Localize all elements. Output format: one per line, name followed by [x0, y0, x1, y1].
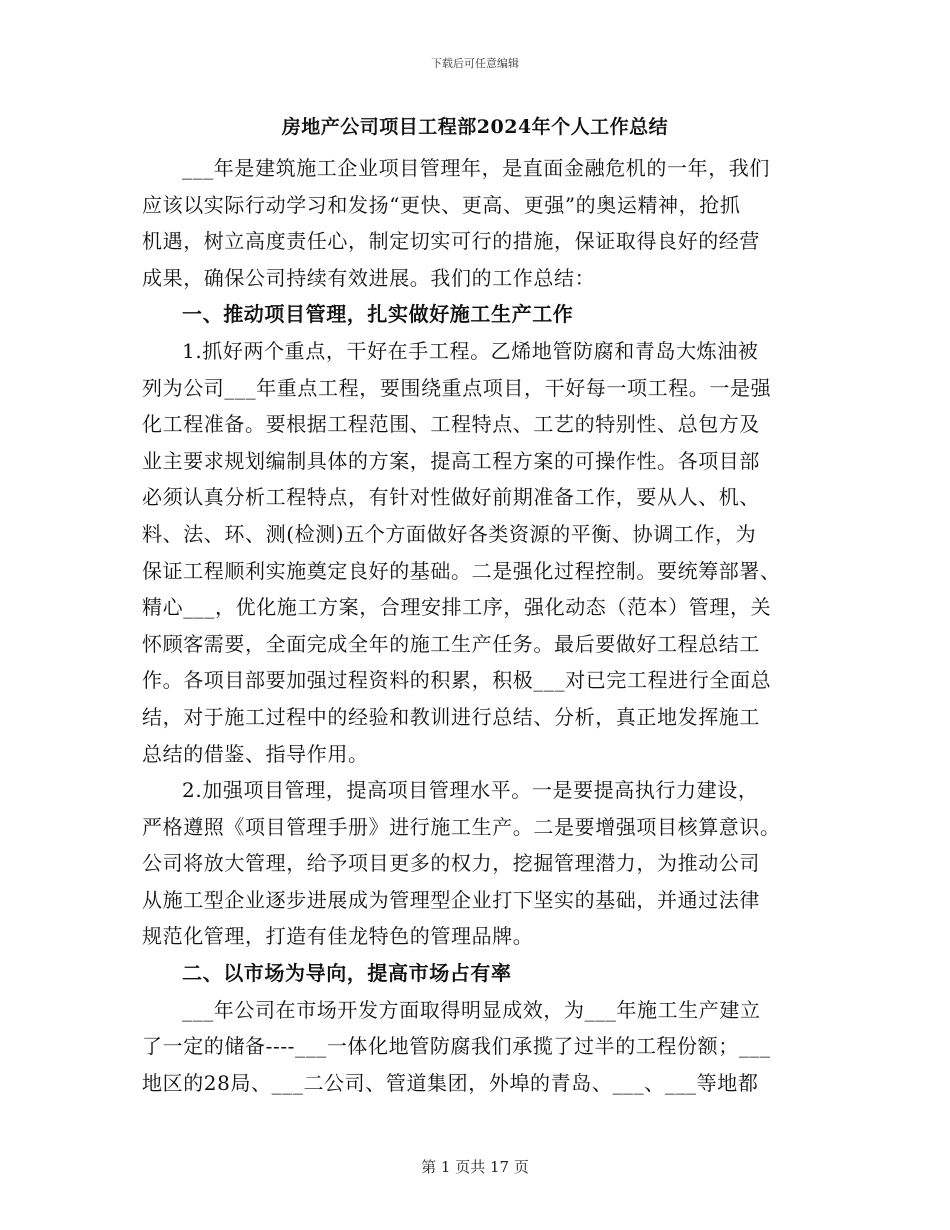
text-line: 地区的28局、___二公司、管道集团，外埠的青岛、___、___等地都 [142, 1070, 759, 1095]
text-line: 结，对于施工过程中的经验和教训进行总结、分析，真正地发挥施工 [142, 704, 760, 729]
text-line: 保证工程顺利实施奠定良好的基础。二是强化过程控制。要统筹部署、 [142, 558, 781, 583]
text-line: ___年公司在市场开发方面取得明显成效，为___年施工生产建立 [182, 997, 761, 1022]
document-body [142, 110, 808, 1101]
document-title: 房地产公司项目工程部2024年个人工作总结 [281, 116, 669, 138]
text-line: 严格遵照《项目管理手册》进行施工生产。二是要增强项目核算意识。 [142, 814, 781, 839]
text-line: 从施工型企业逐步进展成为管理型企业打下坚实的基础，并通过法律 [142, 887, 760, 912]
text-line: 公司将放大管理，给予项目更多的权力，挖掘管理潜力，为推动公司 [142, 851, 760, 876]
text-line: 作。各项目部要加强过程资料的积累，积极___对已完工程进行全面总 [142, 668, 772, 693]
text-line: ___年是建筑施工企业项目管理年，是直面金融危机的一年，我们 [182, 156, 770, 180]
text-line: 2.加强项目管理，提高项目管理水平。一是要提高执行力建设， [182, 778, 759, 803]
text-line: 业主要求规划编制具体的方案，提高工程方案的可操作性。各项目部 [142, 448, 760, 473]
section-heading: 二、以市场为导向，提高市场占有率 [182, 961, 512, 986]
text-line: 了一定的储备----___一体化地管防腐我们承揽了过半的工程份额；___ [142, 1034, 771, 1059]
text-line: 应该以实际行动学习和发扬“更快、更高、更强”的奥运精神，抢抓 [142, 192, 741, 217]
page-header: 下载后可任意编辑 [431, 57, 519, 70]
text-line: 成果，确保公司持续有效进展。我们的工作总结： [142, 265, 596, 290]
text-line: 规范化管理，打造有佳龙特色的管理品牌。 [142, 924, 534, 949]
text-line: 必须认真分析工程特点，有针对性做好前期准备工作，要从人、机、 [142, 485, 760, 510]
document-text [142, 150, 808, 1101]
text-line: 化工程准备。要根据工程范围、工程特点、工艺的特别性、总包方及 [142, 412, 760, 437]
text-line: 总结的借鉴、指导作用。 [142, 741, 369, 766]
text-line: 机遇，树立高度责任心，制定切实可行的措施，保证取得良好的经营 [142, 229, 760, 254]
text-line: 1.抓好两个重点，干好在手工程。乙烯地管防腐和青岛大炼油被 [182, 338, 759, 363]
text-line: 精心___，优化施工方案，合理安排工序，强化动态（范本）管理，关 [142, 595, 772, 620]
section-heading: 一、推动项目管理，扎实做好施工生产工作 [182, 302, 574, 327]
text-line: 列为公司___年重点工程，要围绕重点项目，干好每一项工程。一是强 [142, 375, 772, 400]
page-footer: 第 1 页共 17 页 [421, 1158, 529, 1176]
text-line: 怀顾客需要，全面完成全年的施工生产任务。最后要做好工程总结工 [142, 631, 760, 656]
text-line: 料、法、环、测(检测)五个方面做好各类资源的平衡、协调工作，为 [142, 521, 757, 546]
